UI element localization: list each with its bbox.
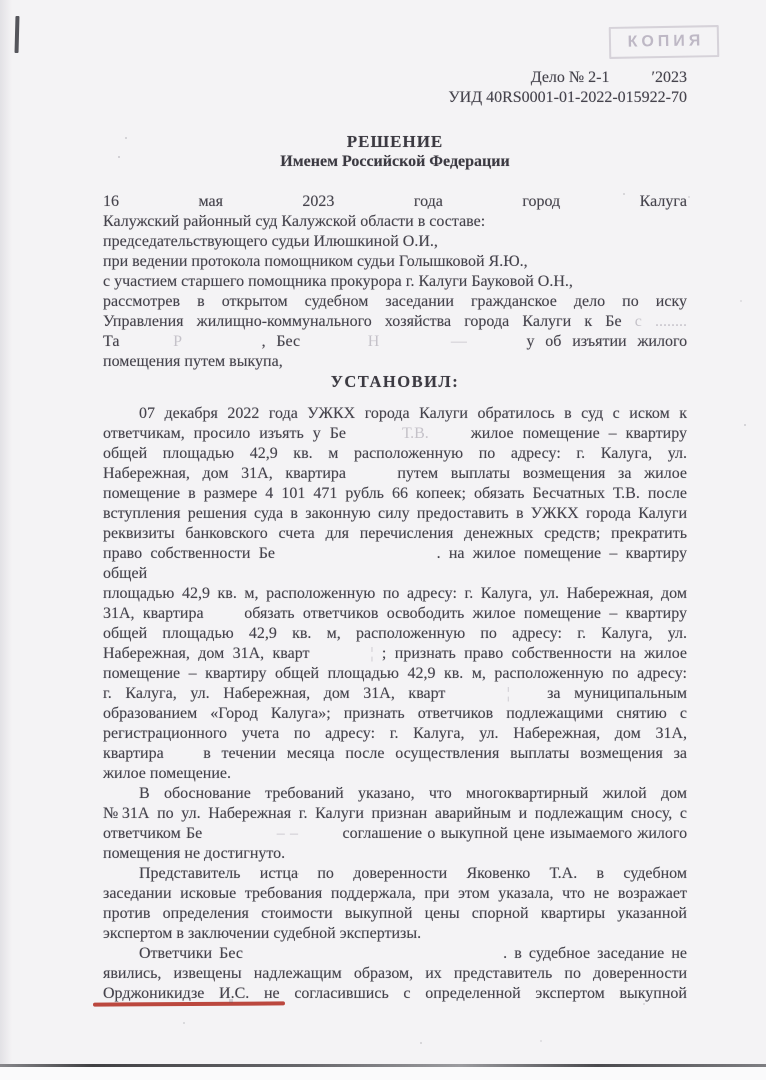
- text-line: [103, 252, 687, 272]
- text-segment: Представитель истца по доверенности Яковенко Т.А. в судебном: [139, 865, 687, 882]
- text-line: [103, 484, 687, 504]
- line-spacer: [103, 108, 687, 132]
- text-line: [103, 424, 687, 444]
- text-segment: Дело № 2-1: [530, 69, 610, 86]
- erased-gap: [355, 436, 393, 438]
- text-line: [103, 904, 687, 924]
- text-segment: согласившись с определенной экспертом выкупной: [294, 985, 687, 1002]
- text-segment: Та: [103, 333, 120, 350]
- erased-gap: [318, 656, 362, 658]
- text-segment: помещения не достигнуто.: [103, 845, 286, 862]
- text-line: [103, 624, 687, 644]
- erased-gap: [523, 696, 533, 698]
- scanner-background: [0, 1067, 766, 1080]
- text-line: [103, 524, 687, 544]
- erased-gap: [390, 344, 440, 346]
- text-segment: УИД 40RS0001-01-2022-015922-70: [448, 89, 687, 106]
- text-segment: путем выплаты возмещения за жилое: [397, 465, 688, 482]
- text-segment: , Бес: [261, 333, 301, 350]
- erasure-remnant: с ........: [634, 313, 687, 330]
- text-line: [103, 504, 687, 524]
- text-line: [103, 464, 687, 484]
- text-segment: ответчиком Бе: [103, 825, 203, 842]
- erased-gap: [283, 556, 428, 558]
- text-segment: . в судебное заседание не: [503, 945, 688, 962]
- erased-gap: [174, 756, 192, 758]
- erasure-remnant: —: [450, 333, 467, 350]
- text-line: [103, 272, 687, 292]
- erased-gap: [311, 344, 357, 346]
- text-segment: за муниципальным: [547, 685, 687, 702]
- text-segment: 16 мая 2023 года: [103, 193, 443, 210]
- text-line: [103, 664, 687, 684]
- text-line: [103, 704, 687, 724]
- erased-gap: [478, 344, 516, 346]
- text-segment: жилое помещение – квартиру: [470, 425, 687, 442]
- text-line: [103, 844, 687, 864]
- text-line: [103, 884, 687, 904]
- text-segment: Управления жилищно-коммунального хозяйства города Калуги к Бе: [103, 313, 622, 330]
- text-line: [103, 944, 687, 964]
- erasure-remnant: Н: [367, 333, 380, 350]
- text-segment: площадью 42,9 кв. м, расположенную по адресу: г. Калуга, ул. Набережная, дом: [103, 585, 687, 602]
- line-spacer: [103, 172, 687, 192]
- text-segment: помещение в размере 4 101 471 рубль 66 копеек; обязать Бесчатных Т.В. после: [103, 485, 687, 502]
- text-segment: соглашение о выкупной цене изымаемого жилого: [342, 825, 688, 842]
- text-segment: председательствующего судьи Илюшкиной О.И.,: [103, 233, 438, 250]
- underlined-text: Орджоникидзе И.С. не: [103, 985, 280, 1002]
- line-spacer: [103, 392, 687, 404]
- ustanovil-heading: [103, 372, 687, 392]
- text-segment: образованием «Город Калуга»; признать ответчиков подлежащими снятию с: [103, 705, 687, 722]
- text-line: [103, 824, 687, 844]
- text-segment: обязать ответчиков освободить жилое помещение – квартиру: [244, 605, 688, 622]
- text-segment: РЕШЕНИЕ: [346, 132, 444, 151]
- text-line: [103, 684, 687, 704]
- text-segment: жилое помещение.: [103, 765, 232, 782]
- erasure-remnant: ¦: [370, 645, 374, 662]
- text-line: [103, 924, 687, 944]
- text-line: [103, 604, 687, 624]
- text-segment: помещения путем выкупа,: [103, 353, 283, 370]
- text-line: [103, 544, 687, 584]
- text-line: [103, 584, 687, 604]
- decision-title: [103, 132, 687, 152]
- erased-gap: [250, 956, 496, 958]
- erased-gap: [438, 436, 462, 438]
- text-line: [103, 212, 687, 232]
- text-segment: помещение – квартиру общей площадью 42,9 кв. м, расположенную по адресу:: [103, 665, 687, 682]
- text-line: [103, 864, 687, 884]
- erasure-remnant: Р: [173, 333, 182, 350]
- text-segment: город Калуга: [522, 193, 688, 210]
- text-segment: при ведении протокола помощником судьи Голышковой Я.Ю.,: [103, 253, 528, 270]
- text-segment: Ответчики Бес: [139, 945, 243, 962]
- text-line: [103, 292, 687, 312]
- erasure-remnant: Т.В.: [401, 425, 429, 442]
- text-line: [103, 964, 687, 984]
- erased-gap: [614, 80, 648, 82]
- text-segment: ; признать право собственности на жилое: [381, 645, 688, 662]
- text-segment: экспертом в заключении судебной экспертизы.: [103, 925, 422, 942]
- text-segment: явились, извещены надлежащим образом, их представитель по доверенности: [103, 965, 687, 982]
- text-segment: 31А, квартира: [103, 605, 204, 622]
- text-segment: ответчикам, просило изъять у Бе: [103, 425, 346, 442]
- text-segment: общей площадью 42,9 кв. м, расположенную по адресу: г. Калуга, ул.: [103, 625, 687, 642]
- text-segment: вступления решения суда в законную силу предоставить в УЖКХ города Калуги: [103, 505, 687, 522]
- text-segment: рассмотрев в открытом судебном заседании гражданское дело по иску: [103, 293, 687, 310]
- text-line: [103, 644, 687, 664]
- text-segment: против определения стоимости выкупной цены спорной квартиры указанной: [103, 905, 687, 922]
- text-line: [103, 784, 687, 804]
- text-segment: Калужский районный суд Калужской области в составе:: [103, 213, 486, 230]
- date-place-line: [103, 192, 687, 212]
- text-segment: ′2023: [651, 69, 687, 86]
- erased-gap: [193, 344, 251, 346]
- case-number-line: [103, 68, 687, 88]
- text-segment: Набережная, дом 31А, квартира: [103, 465, 347, 482]
- text-line: [103, 744, 687, 764]
- text-line: [103, 232, 687, 252]
- text-segment: право собственности Бе: [103, 545, 276, 562]
- text-segment: г. Калуга, ул. Набережная, дом 31А, кварт: [103, 685, 446, 702]
- text-segment: . на жилое помещение – квартиру общей: [103, 545, 688, 582]
- text-line: [103, 332, 687, 352]
- text-segment: у об изъятии жилого: [526, 333, 688, 350]
- text-segment: Набережная, дом 31А, кварт: [103, 645, 310, 662]
- text-segment: регистрационного учета по адресу: г. Калуга, ул. Набережная, дом 31А,: [103, 725, 687, 742]
- copy-stamp-label: КОПИЯ: [627, 32, 705, 51]
- erasure-remnant: – –: [276, 825, 299, 842]
- text-segment: №31А по ул. Набережная г. Калуги признан аварийным и подлежащим сносу, с: [103, 805, 687, 822]
- text-line: [103, 984, 687, 1004]
- uid-line: [103, 88, 687, 108]
- text-segment: реквизиты банковского счета для перечисления денежных средств; прекратить: [103, 525, 687, 542]
- erased-gap: [459, 696, 493, 698]
- text-segment: общей площадью 42,9 кв. м расположенную по адресу: г. Калуга, ул.: [103, 445, 687, 462]
- erased-gap: [303, 836, 337, 838]
- text-line: [103, 764, 687, 784]
- text-segment: УСТАНОВИЛ:: [330, 372, 460, 391]
- text-line: [103, 404, 687, 424]
- text-segment: заседании исковые требования поддержала, при этом указала, что не возражает: [103, 885, 687, 902]
- erased-gap: [130, 344, 162, 346]
- erased-gap: [208, 836, 272, 838]
- erased-gap: [212, 616, 236, 618]
- text-segment: В обоснование требований указано, что многоквартирный жилой дом: [139, 785, 687, 802]
- erasure-remnant: ¦: [506, 685, 510, 702]
- text-segment: с участием старшего помощника прокурора г. Калуги Бауковой О.Н.,: [103, 273, 573, 290]
- text-segment: 07 декабря 2022 года УЖКХ города Калуги обратилось в суд с иском к: [139, 405, 687, 422]
- text-line: [103, 804, 687, 824]
- text-line: [103, 724, 687, 744]
- text-segment: в течении месяца после осуществления выплаты возмещения за: [203, 745, 688, 762]
- erased-gap: [359, 476, 385, 478]
- text-line: [103, 444, 687, 464]
- text-line: [103, 352, 687, 372]
- text-segment: квартира: [103, 745, 164, 762]
- text-line: [103, 312, 687, 332]
- decision-subtitle: [103, 152, 687, 172]
- text-segment: Именем Российской Федерации: [280, 153, 510, 170]
